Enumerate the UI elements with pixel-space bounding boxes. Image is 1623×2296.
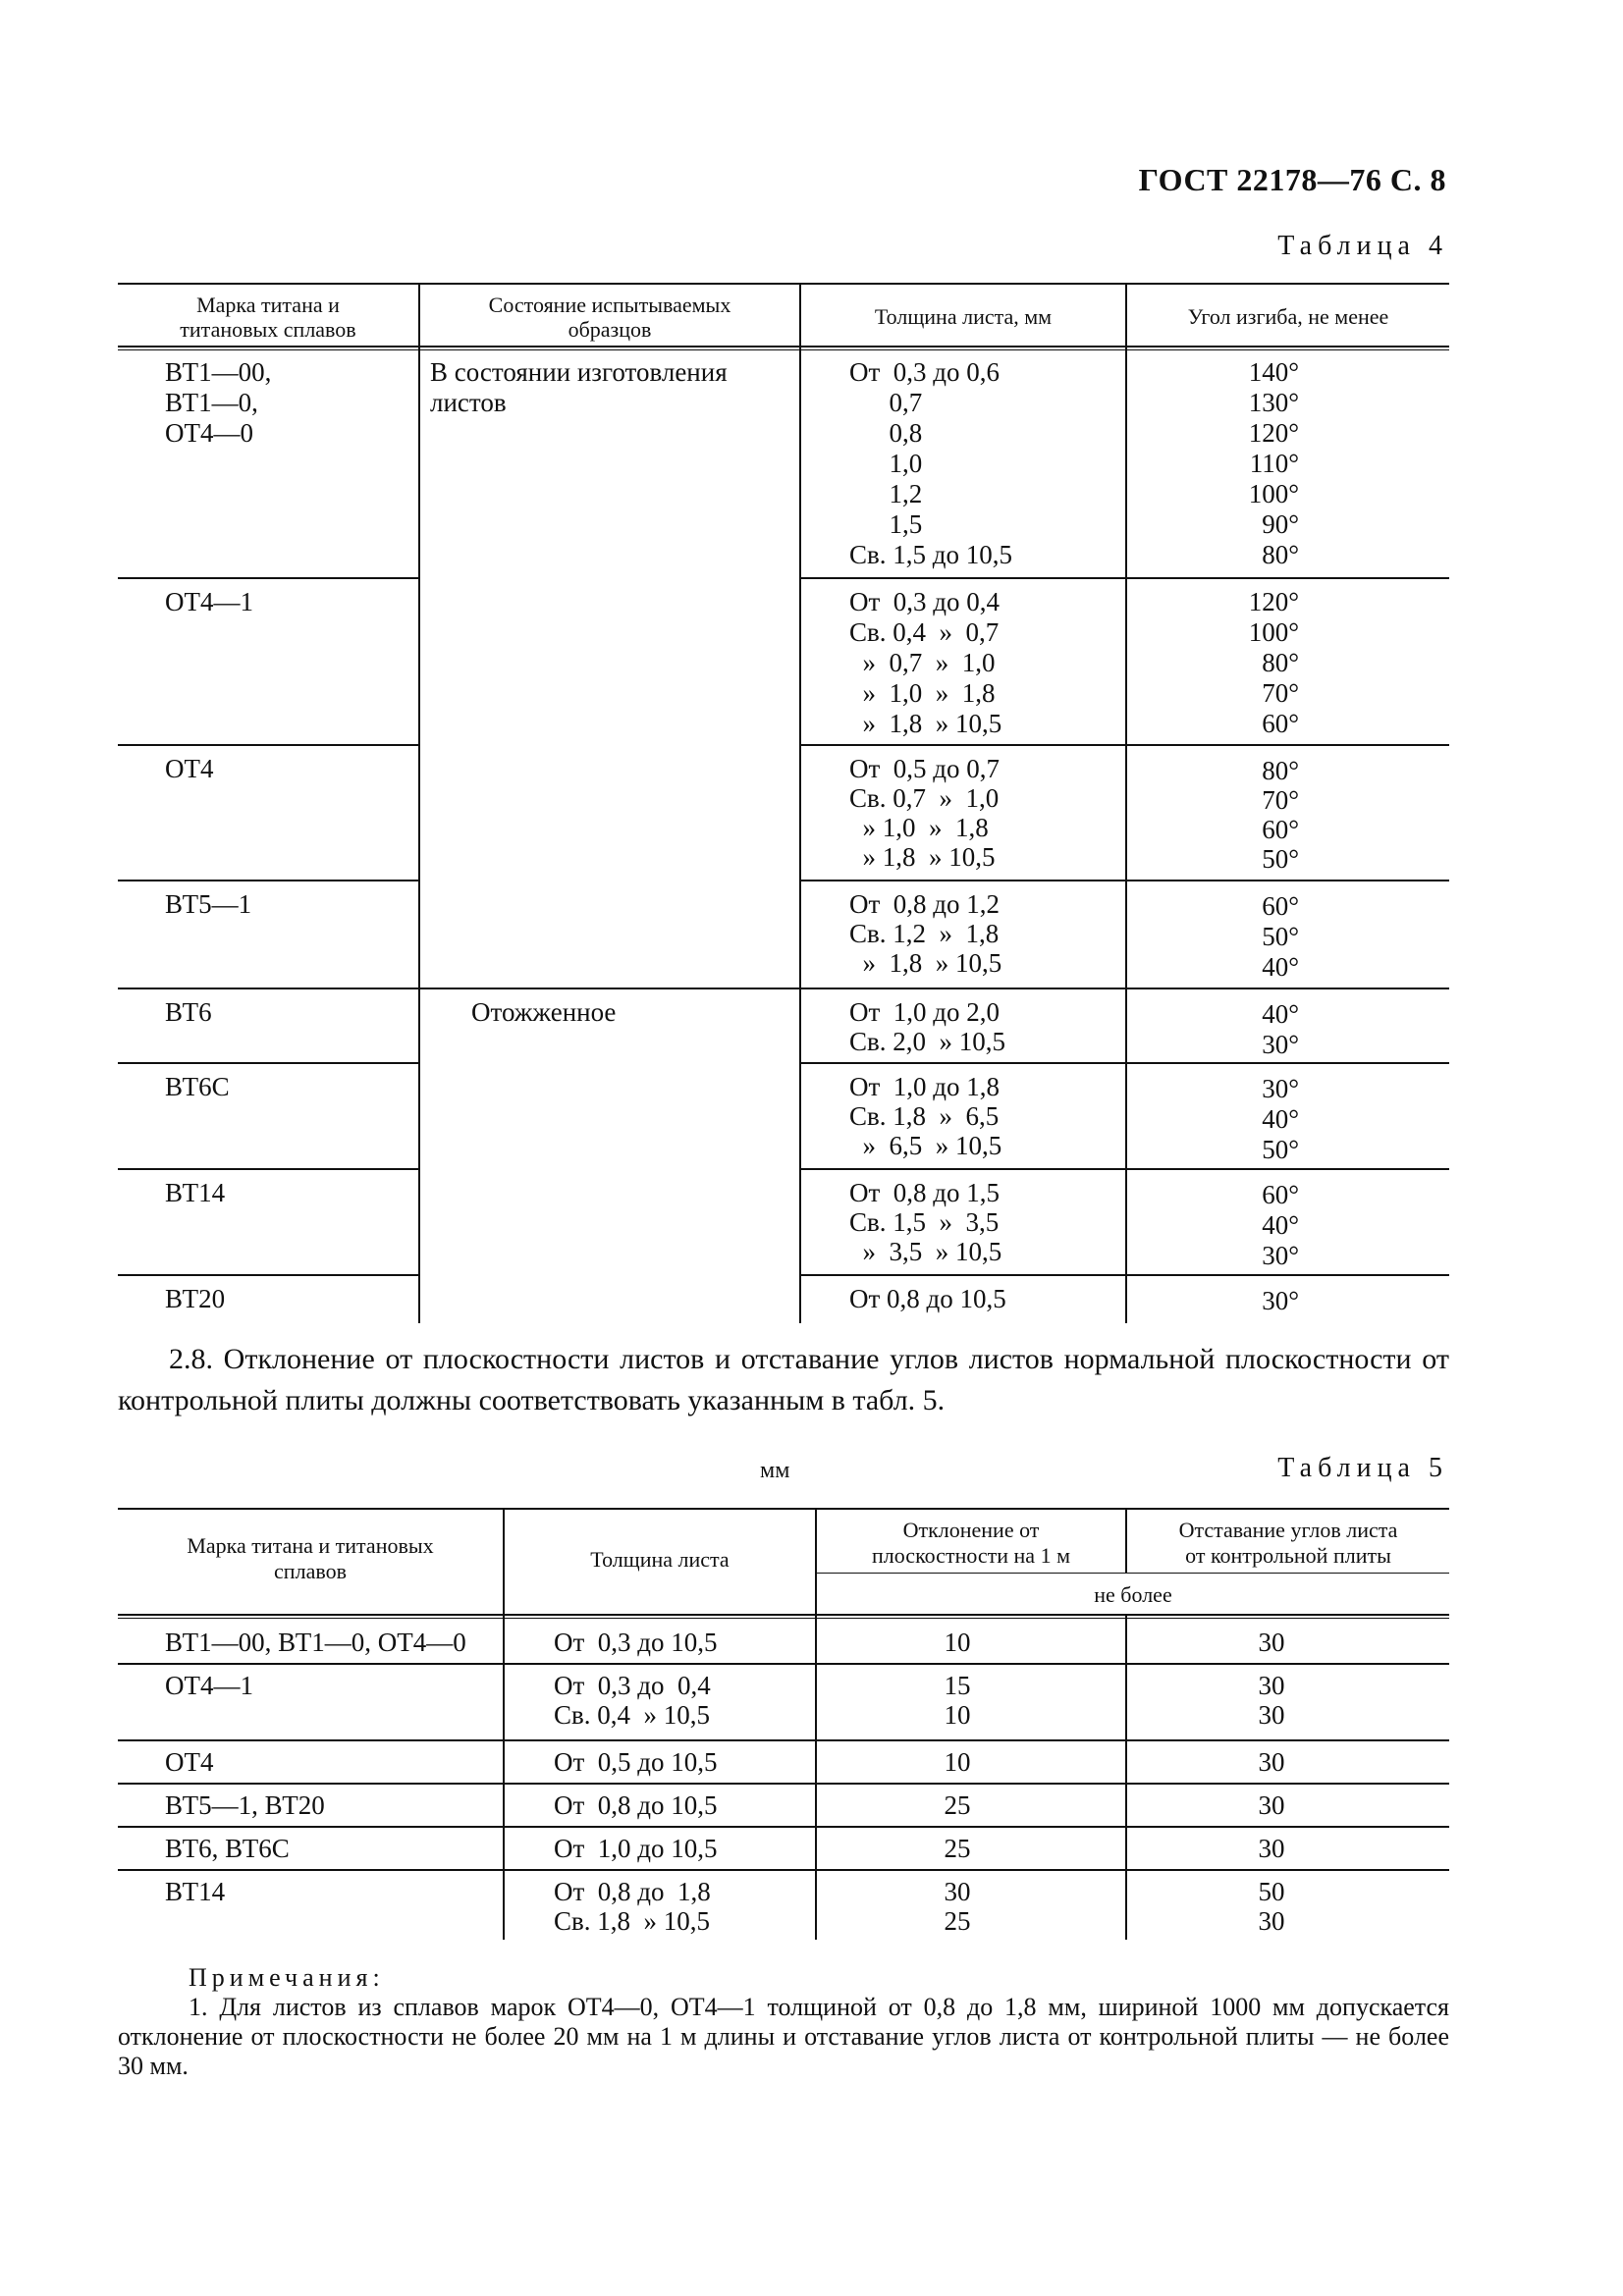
- table5-header-lag: Отставание углов листа от контрольной плиты: [1178, 1518, 1398, 1568]
- table4-angle: 60° 50° 40°: [1262, 891, 1299, 982]
- table4-row-rule: [118, 744, 418, 746]
- table5-lag: 50 30: [1258, 1877, 1285, 1936]
- table5-row-rule: [118, 1869, 1449, 1871]
- table4-row-rule: [799, 577, 1449, 579]
- table5-thickness: От 0,8 до 10,5: [554, 1790, 718, 1820]
- table4-header-state: Состояние испытываемых образцов: [488, 293, 731, 342]
- table4-angle: 30° 40° 50°: [1262, 1074, 1299, 1164]
- table4-header-grade: Марка титана и титановых сплавов: [180, 293, 356, 342]
- table4-state-1: В состоянии изготовления листов: [430, 357, 728, 417]
- note-1: 1. Для листов из сплавов марок ОТ4—0, ОТ4—1 толщиной от 0,8 до 1,8 мм, шириной 1000 мм допускается отклонение от плоскостности не более 20 мм на 1 м длины и отставание углов листа от контрольной плиты — не более 30 мм.: [118, 1993, 1449, 2080]
- table4-row-rule: [118, 577, 418, 579]
- table5-row-rule: [118, 1826, 1449, 1828]
- table5-row-rule: [118, 1739, 1449, 1741]
- table5-vline-2: [815, 1508, 817, 1940]
- table5-grade: ВТ5—1, ВТ20: [165, 1790, 325, 1820]
- table5-lag: 30: [1258, 1747, 1285, 1777]
- table5-lag: 30 30: [1258, 1671, 1285, 1730]
- table4-angle: 120° 100° 80° 70° 60°: [1248, 587, 1299, 738]
- table5-grade: ОТ4—1: [165, 1671, 253, 1700]
- table5-subheader: не более: [1094, 1582, 1172, 1607]
- paragraph-2-8: 2.8. Отклонение от плоскостности листов и отставание углов листов нормальной плоскостности от контрольной плиты должны соответствовать указанным в табл. 5.: [118, 1343, 1449, 1416]
- table5-deviation: 25: [944, 1790, 971, 1820]
- table5-deviation: 10: [944, 1628, 971, 1657]
- table5-top-rule: [118, 1508, 1449, 1510]
- table4-grade: ВТ1—00, ВТ1—0, ОТ4—0: [165, 357, 272, 448]
- table4-angle: 40° 30°: [1262, 999, 1299, 1059]
- table5-header-rule: [118, 1614, 1449, 1616]
- table4-caption: Таблица 4: [1277, 231, 1448, 261]
- table4-row-rule: [799, 1274, 1449, 1276]
- table5-caption: Таблица 5: [1277, 1453, 1448, 1483]
- table4-angle: 140° 130° 120° 110° 100° 90° 80°: [1248, 357, 1299, 569]
- table4-grade: ВТ14: [165, 1178, 226, 1207]
- table5-row-rule: [118, 1663, 1449, 1665]
- table5-thickness: От 0,3 до 0,4 Св. 0,4 » 10,5: [554, 1671, 711, 1730]
- table4-header-thickness: Толщина листа, мм: [874, 304, 1053, 329]
- table5-deviation: 30 25: [944, 1877, 971, 1936]
- table4-top-rule: [118, 283, 1449, 285]
- table4-row-rule: [118, 1062, 418, 1064]
- table5-deviation: 10: [944, 1747, 971, 1777]
- table5-thickness: От 1,0 до 10,5: [554, 1834, 718, 1863]
- table4-header-angle: Угол изгиба, не менее: [1187, 304, 1389, 329]
- table4-thickness: От 0,8 до 1,2 Св. 1,2 » 1,8 » 1,8 » 10,5: [849, 889, 1002, 978]
- table4-grade: ВТ6С: [165, 1072, 230, 1101]
- table5-thickness: От 0,8 до 1,8 Св. 1,8 » 10,5: [554, 1877, 711, 1936]
- page-header: ГОСТ 22178—76 С. 8: [1138, 162, 1446, 197]
- table5-unit: мм: [760, 1458, 790, 1483]
- table4-row-rule: [799, 1168, 1449, 1170]
- table5-lag: 30: [1258, 1834, 1285, 1863]
- table5-header-deviation: Отклонение от плоскостности на 1 м: [872, 1518, 1070, 1568]
- table5-deviation: 15 10: [944, 1671, 971, 1730]
- table5: [118, 1508, 1449, 1940]
- table4: [118, 283, 1449, 1323]
- notes-title: Примечания:: [189, 1963, 385, 1992]
- table5-thickness: От 0,3 до 10,5: [554, 1628, 718, 1657]
- table5-header-thickness: Толщина листа: [590, 1547, 730, 1572]
- table4-header-rule-2: [118, 349, 1449, 350]
- table4-thickness: От 1,0 до 2,0 Св. 2,0 » 10,5: [849, 997, 1006, 1056]
- table4-angle: 80° 70° 60° 50°: [1262, 756, 1299, 874]
- table4-vline-1: [418, 283, 420, 1323]
- table5-grade: ВТ14: [165, 1877, 226, 1906]
- table4-grade: ВТ6: [165, 997, 212, 1027]
- table5-subheader-rule: [815, 1573, 1449, 1574]
- table4-vline-2: [799, 283, 801, 1323]
- table5-lag: 30: [1258, 1628, 1285, 1657]
- table5-deviation: 25: [944, 1834, 971, 1863]
- table4-row-rule: [799, 1062, 1449, 1064]
- table5-header-rule-2: [118, 1618, 1449, 1619]
- table5-grade: ОТ4: [165, 1747, 214, 1777]
- table4-thickness: От 0,3 до 0,4 Св. 0,4 » 0,7 » 0,7 » 1,0 » 1,0 » 1,8 » 1,8 » 10,5: [849, 587, 1002, 738]
- table4-row-rule: [799, 880, 1449, 881]
- table5-grade: ВТ1—00, ВТ1—0, ОТ4—0: [165, 1628, 466, 1657]
- table5-lag: 30: [1258, 1790, 1285, 1820]
- table5-thickness: От 0,5 до 10,5: [554, 1747, 718, 1777]
- table4-angle: 30°: [1262, 1286, 1299, 1315]
- table4-thickness: От 0,8 до 1,5 Св. 1,5 » 3,5 » 3,5 » 10,5: [849, 1178, 1002, 1266]
- table5-vline-1: [503, 1508, 505, 1940]
- table4-grade: ВТ5—1: [165, 889, 252, 919]
- table4-header-rule: [118, 346, 1449, 347]
- table4-angle: 60° 40° 30°: [1262, 1180, 1299, 1270]
- table4-row-rule: [118, 988, 1449, 989]
- table4-thickness: От 0,5 до 0,7 Св. 0,7 » 1,0 » 1,0 » 1,8 » 1,8 » 10,5: [849, 754, 1001, 872]
- table4-row-rule: [118, 880, 418, 881]
- table5-row-rule: [118, 1783, 1449, 1785]
- table4-grade: ВТ20: [165, 1284, 226, 1313]
- table4-thickness: От 0,3 до 0,6 0,7 0,8 1,0 1,2 1,5 Св. 1,5 до 10,5: [849, 357, 1012, 569]
- table4-row-rule: [118, 1168, 418, 1170]
- table5-grade: ВТ6, ВТ6С: [165, 1834, 290, 1863]
- table4-row-rule: [118, 1274, 418, 1276]
- table4-grade: ОТ4: [165, 754, 214, 783]
- table4-thickness: От 0,8 до 10,5: [849, 1284, 1006, 1313]
- table4-state-2: Отожженное: [471, 997, 617, 1027]
- table4-row-rule: [799, 744, 1449, 746]
- table4-thickness: От 1,0 до 1,8 Св. 1,8 » 6,5 » 6,5 » 10,5: [849, 1072, 1002, 1160]
- table4-grade: ОТ4—1: [165, 587, 253, 616]
- table5-header-grade: Марка титана и титановых сплавов: [187, 1533, 434, 1583]
- table4-vline-3: [1125, 283, 1127, 1323]
